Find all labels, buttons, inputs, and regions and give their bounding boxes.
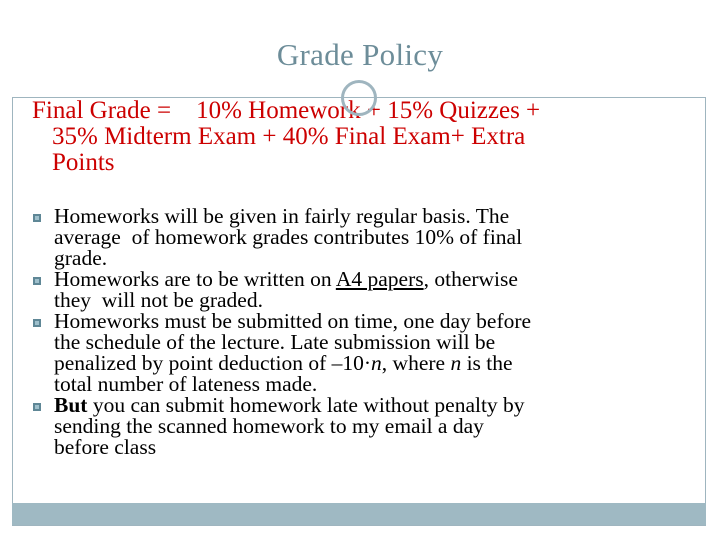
bullet-item-submission-deadline bbox=[32, 311, 702, 395]
footer-bar bbox=[12, 503, 706, 525]
square-bullet-icon bbox=[33, 277, 41, 285]
underlined-text: A4 papers bbox=[335, 267, 424, 291]
policy-bullet-list bbox=[32, 206, 702, 458]
formula-line-3: Points bbox=[52, 149, 115, 176]
bullet-text: Homeworks must be submitted on time, one day before bbox=[54, 309, 532, 333]
title-circle-ornament bbox=[341, 80, 377, 116]
bullet-item-homework-frequency bbox=[32, 206, 702, 269]
bullet-text: total number of lateness made. bbox=[54, 372, 318, 396]
square-bullet-icon bbox=[33, 214, 41, 222]
bullet-text: the schedule of the lecture. Late submission will be bbox=[54, 330, 496, 354]
bullet-text: they will not be graded. bbox=[54, 288, 263, 312]
slide-title: Grade Policy bbox=[276, 37, 444, 72]
bullet-text-segment: Homeworks are to be written on bbox=[54, 267, 336, 291]
bullet-item-paper-format bbox=[32, 269, 702, 311]
italic-variable: n bbox=[371, 351, 382, 375]
bullet-text bbox=[54, 395, 702, 416]
bold-text: But bbox=[54, 393, 88, 417]
square-bullet-icon bbox=[33, 403, 41, 411]
bullet-text: Homeworks will be given in fairly regular basis. The bbox=[54, 204, 510, 228]
bullet-text bbox=[54, 353, 702, 374]
bullet-text-segment: you can submit homework late without penalty by bbox=[87, 393, 525, 417]
bullet-text-segment: is the bbox=[461, 351, 513, 375]
square-bullet-icon bbox=[33, 319, 41, 327]
formula-line-2: 35% Midterm Exam + 40% Final Exam+ Extra bbox=[52, 123, 526, 150]
bullet-text-segment: penalized by point deduction of –10· bbox=[54, 351, 372, 375]
bullet-text-segment: , where bbox=[381, 351, 451, 375]
bullet-text: grade. bbox=[54, 246, 108, 270]
bullet-text bbox=[54, 269, 702, 290]
bullet-text: average of homework grades contributes 10% of final bbox=[54, 225, 523, 249]
bullet-text: sending the scanned homework to my email a day bbox=[54, 414, 484, 438]
bullet-item-late-submission bbox=[32, 395, 702, 458]
bullet-text: before class bbox=[54, 435, 157, 459]
bullet-text-segment: , otherwise bbox=[423, 267, 518, 291]
italic-variable: n bbox=[450, 351, 462, 375]
formula-line-1: Final Grade = 10% Homework + 15% Quizzes + bbox=[32, 97, 541, 124]
